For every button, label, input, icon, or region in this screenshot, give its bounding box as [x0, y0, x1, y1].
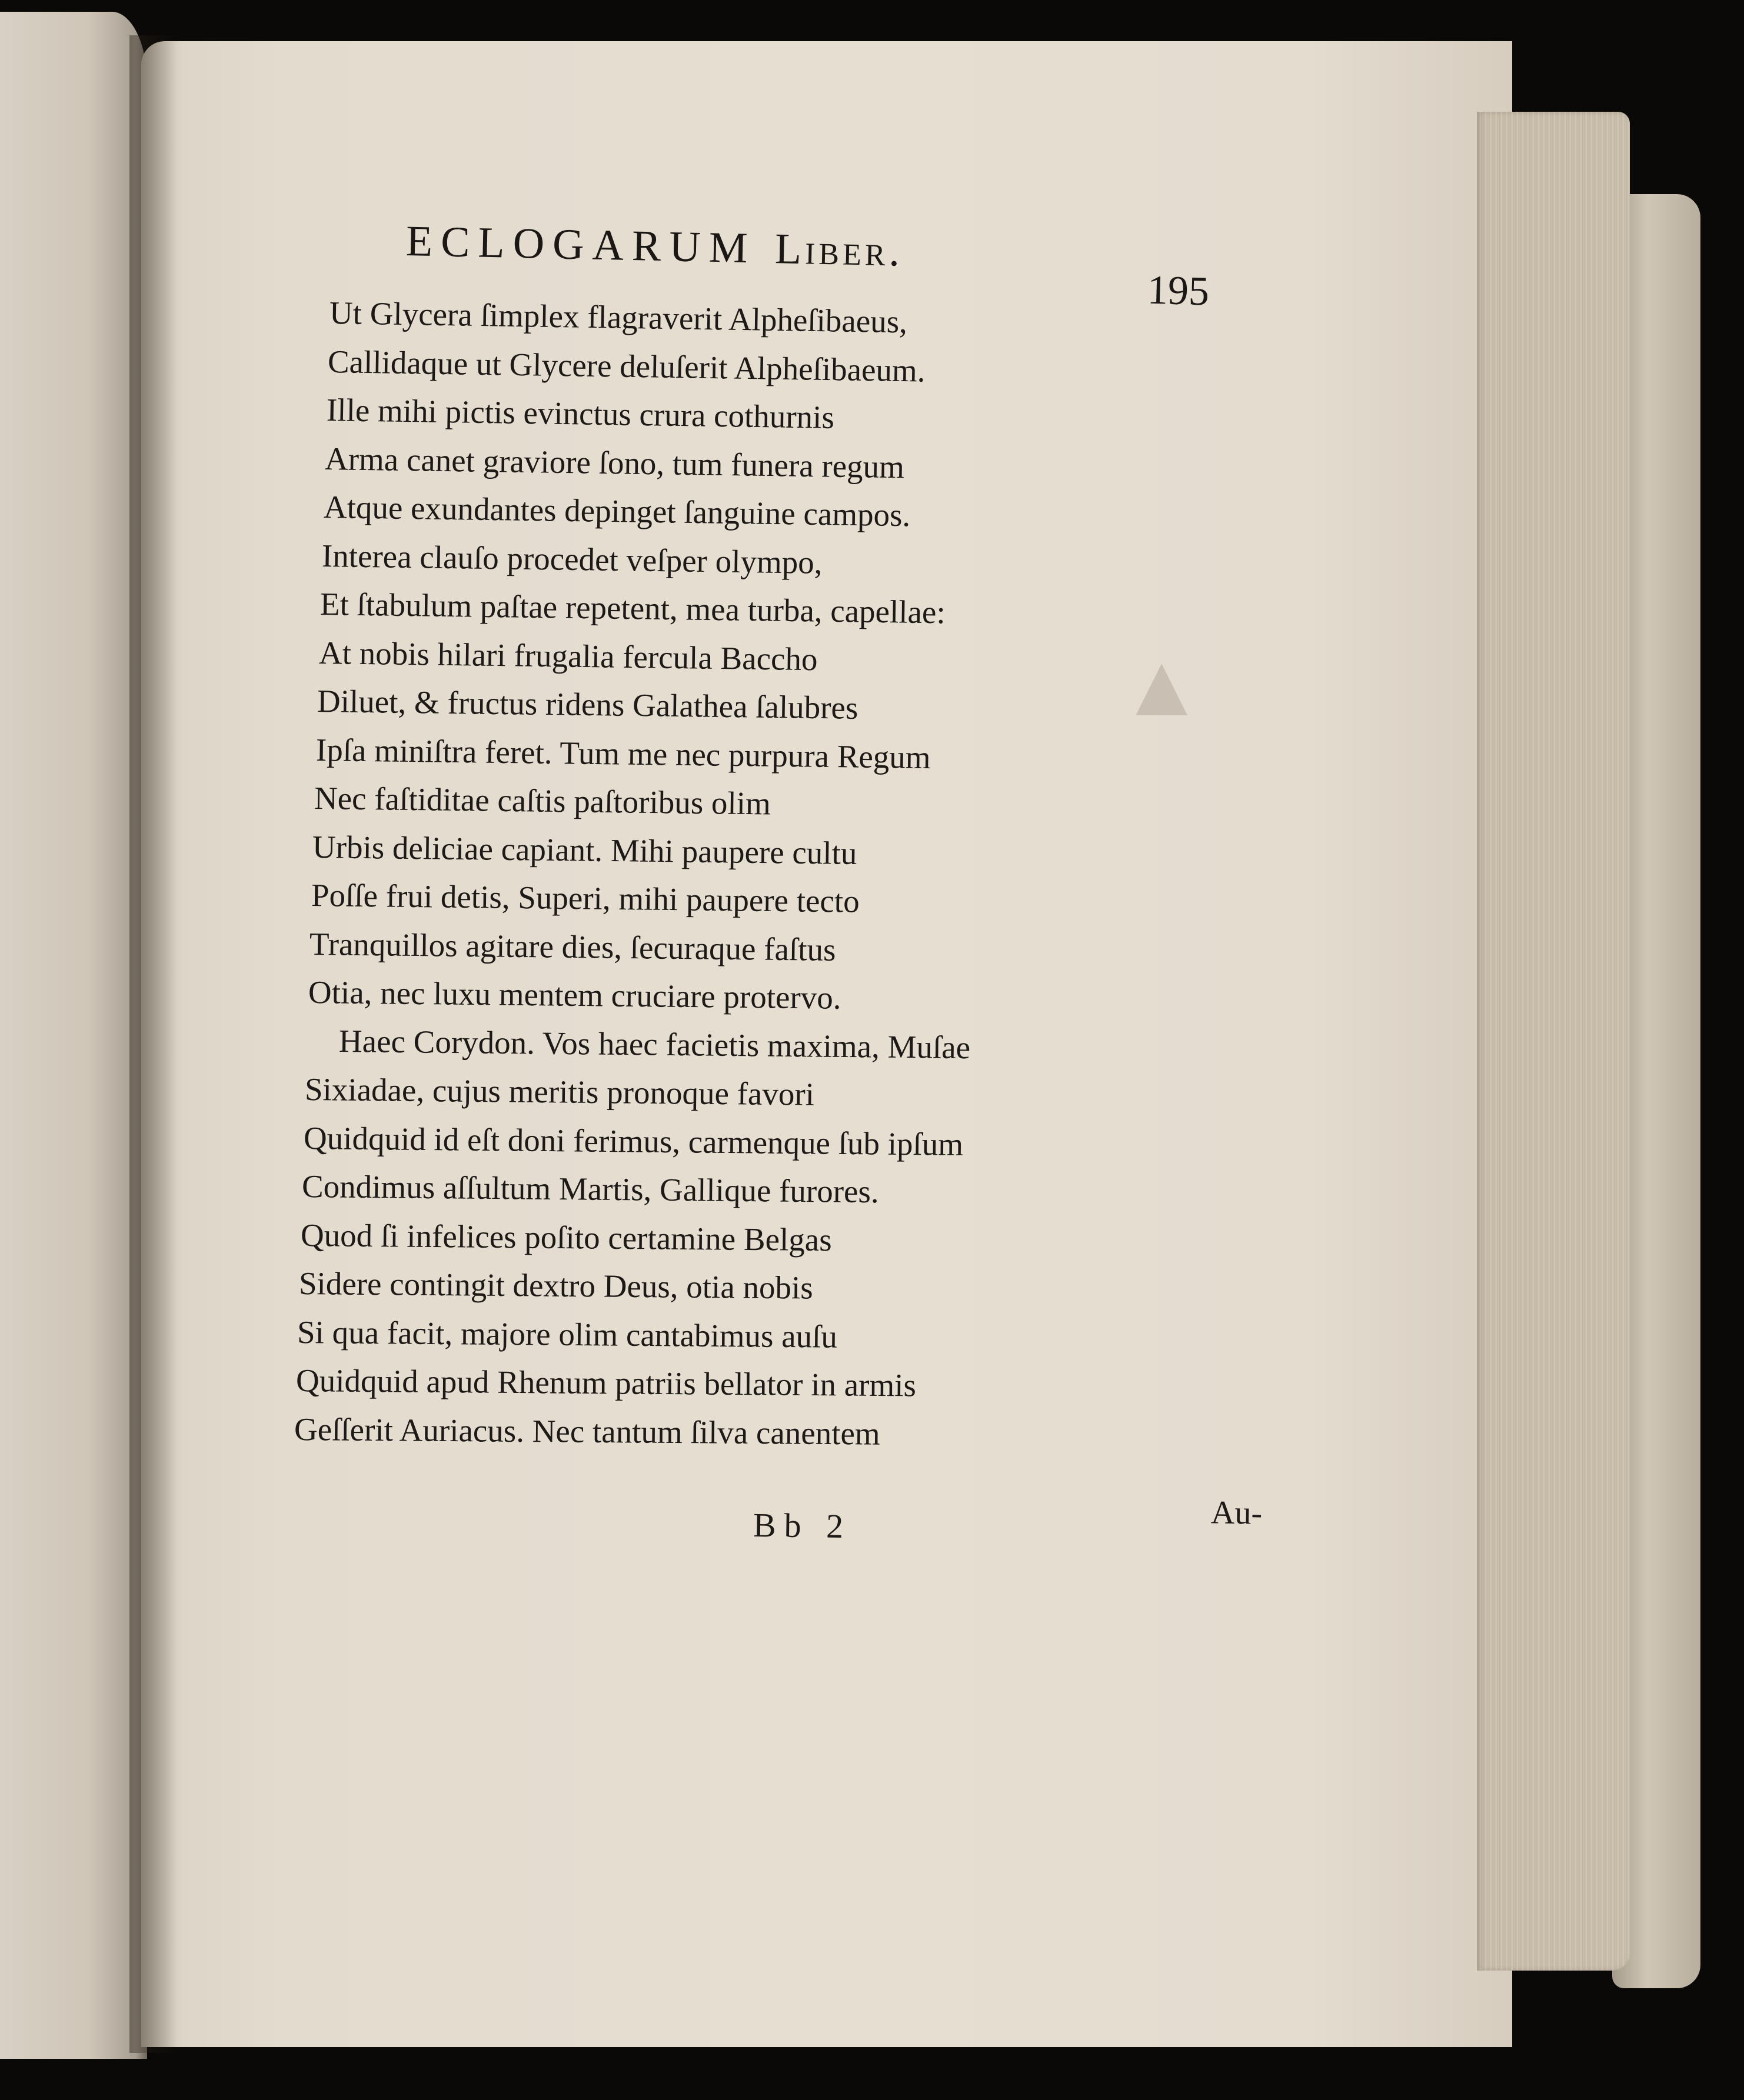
- verse-line: Ipſa miniſtra feret. Tum me nec purpura Regum: [315, 731, 931, 775]
- verse-line: Geſſerit Auriacus. Nec tantum ſilva canentem: [294, 1411, 881, 1452]
- verse-line: Urbis deliciae capiant. Mihi paupere cultu: [312, 828, 858, 871]
- verse-line: Et ſtabulum paſtae repetent, mea turba, capellae:: [319, 586, 946, 631]
- verse-line: Sixiadae, cujus meritis pronoque favori: [305, 1071, 815, 1112]
- verse-line: Quidquid apud Rhenum patriis bellator in armis: [295, 1362, 917, 1404]
- verse-line: Ut Glycera ſimplex flagraverit Alpheſibaeus,: [329, 295, 908, 340]
- verse-line: Haec Corydon. Vos haec facietis maxima, Muſae: [338, 1022, 971, 1065]
- verse-line: Tranquillos agitare dies, ſecuraque faſtus: [309, 925, 837, 968]
- verse-line: Condimus aſſultum Martis, Gallique furores.: [301, 1168, 880, 1210]
- verse-line: Quidquid id eſt doni ferimus, carmenque ſub ipſum: [303, 1119, 964, 1162]
- verse-line: Arma canet graviore ſono, tum funera regum: [324, 440, 905, 485]
- page-number: 195: [1147, 267, 1210, 315]
- verse-line: Ille mihi pictis evinctus crura cothurnis: [326, 392, 835, 435]
- running-head-subtitle: Liber.: [774, 225, 904, 276]
- verse-line: Nec faſtiditae caſtis paſtoribus olim: [314, 780, 771, 822]
- catchword: Au-: [1210, 1494, 1263, 1532]
- verse-line: Sidere contingit dextro Deus, otia nobis: [298, 1265, 813, 1306]
- verse-line: Quod ſi infelices poſito certamine Belgas: [300, 1216, 832, 1258]
- verse-line: Atque exundantes depinget ſanguine campos.: [323, 489, 911, 534]
- show-through-mark: ▲: [1118, 637, 1206, 735]
- verse-line: Interea clauſo procedet veſper olympo,: [321, 537, 823, 581]
- verse-line: At nobis hilari frugalia fercula Baccho: [318, 634, 818, 677]
- verse-line: Otia, nec luxu mentem cruciare protervo.: [308, 974, 841, 1016]
- verse-line: Callidaque ut Glycere deluſerit Alpheſibaeum.: [327, 343, 926, 389]
- verse-line: Poſſe frui detis, Superi, mihi paupere tecto: [311, 877, 860, 919]
- verse-line: Diluet, & fructus ridens Galathea ſalubres: [317, 683, 858, 726]
- running-head-title: ECLOGARUM: [405, 217, 757, 273]
- verse-line: Si qua facit, majore olim cantabimus auſu: [297, 1314, 838, 1355]
- signature-mark: Bb 2: [753, 1505, 852, 1546]
